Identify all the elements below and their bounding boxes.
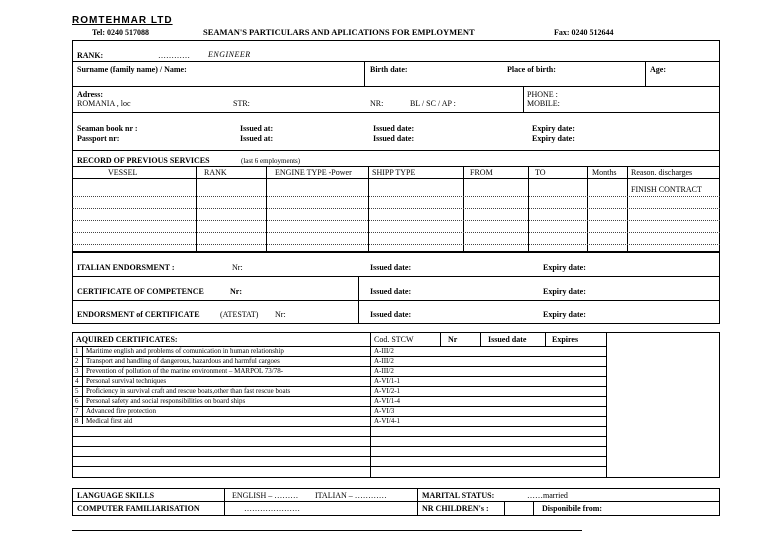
cert-cod: A-III/2 bbox=[374, 357, 394, 365]
cert-row-line bbox=[72, 436, 606, 437]
cert-num: 1 bbox=[75, 347, 79, 355]
rank-dots: ………… bbox=[158, 51, 190, 60]
cert-cod: A-VI/2-1 bbox=[374, 387, 401, 395]
rank-value[interactable]: ENGINEER bbox=[208, 50, 251, 59]
company-name: ROMTEHMAR LTD bbox=[72, 15, 173, 26]
italian-issued: Issued date: bbox=[370, 263, 412, 272]
language-label: LANGUAGE SKILLS bbox=[77, 491, 155, 500]
marital-label: MARITAL STATUS: bbox=[422, 491, 495, 500]
birth-date-label: Birth date: bbox=[370, 65, 408, 74]
cert-name: Proficiency in survival craft and rescue boats,other than fast rescue boats bbox=[86, 387, 291, 395]
coc-nr: Nr: bbox=[230, 287, 242, 296]
cert-num: 3 bbox=[75, 367, 79, 375]
cert-num: 5 bbox=[75, 387, 79, 395]
cert-name: Maritime english and problems of comunication in human relationship bbox=[86, 347, 284, 355]
cert-row-line bbox=[72, 446, 606, 447]
cert-row-line bbox=[72, 466, 606, 467]
cert-row-line bbox=[72, 456, 606, 457]
cert-cod: A-VI/1-1 bbox=[374, 377, 401, 385]
seaman-book-label: Seaman book nr : bbox=[77, 124, 138, 133]
coc-issued: Issued date: bbox=[370, 287, 412, 296]
cert-name: Personal safety and social responsibilities on board ships bbox=[86, 397, 246, 405]
cert-num: 6 bbox=[75, 397, 79, 405]
services-note: (last 6 employments) bbox=[241, 157, 301, 165]
cert-name: Personal survival techniques bbox=[86, 377, 167, 385]
telephone: Tel: 0240 517088 bbox=[92, 28, 150, 37]
cert-name: Transport and handling of dangerous, hazardous and harmful cargoes bbox=[86, 357, 280, 365]
cert-col-issued: Issued date bbox=[488, 335, 527, 344]
eoc-expiry: Expiry date: bbox=[543, 310, 586, 319]
address-label: Adress: bbox=[77, 90, 104, 99]
issued-at-1: Issued at: bbox=[240, 124, 274, 133]
surname-label: Surname (family name) / Name: bbox=[77, 65, 187, 74]
disponibile-label: Disponibile from: bbox=[542, 504, 603, 513]
cert-name: Advanced fire protection bbox=[86, 407, 156, 415]
rank-label: RANK: bbox=[77, 51, 104, 60]
cert-cod: A-VI/4-1 bbox=[374, 417, 401, 425]
marital-value[interactable]: ……married bbox=[527, 491, 568, 500]
cert-name: Prevention of pollution of the marine environment – MARPOL 73/78- bbox=[86, 367, 284, 375]
fax: Fax: 0240 512644 bbox=[554, 28, 614, 37]
address-bl: BL / SC / AP : bbox=[410, 99, 456, 108]
birth-place-label: Place of birth: bbox=[507, 65, 556, 74]
expiry-date-2: Expiry date: bbox=[532, 134, 575, 143]
cert-row-line bbox=[72, 416, 606, 417]
children-label: NR CHILDREN's : bbox=[422, 504, 489, 513]
certificates-title: AQUIRED CERTIFICATES: bbox=[76, 335, 178, 344]
cert-cod: A-III/2 bbox=[374, 367, 394, 375]
cert-cod: A-VI/3 bbox=[374, 407, 395, 415]
services-title: RECORD OF PREVIOUS SERVICES bbox=[77, 156, 210, 165]
expiry-date-1: Expiry date: bbox=[532, 124, 575, 133]
issued-at-2: Issued at: bbox=[240, 134, 274, 143]
col-rank: RANK bbox=[204, 168, 227, 177]
address-city: ROMANIA , loc bbox=[77, 99, 131, 108]
address-nr: NR: bbox=[370, 99, 384, 108]
cert-cod: A-VI/1-4 bbox=[374, 397, 401, 405]
eoc-issued: Issued date: bbox=[370, 310, 412, 319]
cert-row-line bbox=[72, 426, 606, 427]
eoc-label: ENDORSMENT of CERTIFICATE bbox=[77, 310, 200, 319]
coc-label: CERTIFICATE OF COMPETENCE bbox=[77, 287, 204, 296]
cert-name: Medical first aid bbox=[86, 417, 133, 425]
col-engine: ENGINE TYPE -Power bbox=[275, 168, 352, 177]
cert-num: 8 bbox=[75, 417, 79, 425]
italian-level: ITALIAN – ………… bbox=[315, 491, 387, 500]
passport-label: Passport nr: bbox=[77, 134, 120, 143]
cert-num: 4 bbox=[75, 377, 79, 385]
eoc-label-2: (ATESTAT) bbox=[220, 310, 259, 319]
col-months: Months bbox=[592, 168, 617, 177]
address-street: STR: bbox=[233, 99, 250, 108]
cert-cod: A-III/2 bbox=[374, 347, 394, 355]
cert-num: 7 bbox=[75, 407, 79, 415]
computer-dots: ………………… bbox=[244, 504, 300, 513]
cert-col-expires: Expires bbox=[552, 335, 579, 344]
english-level: ENGLISH – ……… bbox=[232, 491, 299, 500]
col-vessel: VESSEL bbox=[108, 168, 138, 177]
mobile-label: MOBILE: bbox=[527, 99, 560, 108]
computer-label: COMPUTER FAMILIARISATION bbox=[77, 504, 200, 513]
col-reason: Reason. discharges bbox=[631, 168, 693, 177]
cert-col-nr: Nr bbox=[448, 335, 458, 344]
age-label: Age: bbox=[650, 65, 666, 74]
col-to: TO bbox=[535, 168, 546, 177]
issued-date-2: Issued date: bbox=[373, 134, 415, 143]
italian-nr: Nr: bbox=[232, 263, 243, 272]
italian-expiry: Expiry date: bbox=[543, 263, 586, 272]
footer-line bbox=[72, 530, 582, 531]
form-title: SEAMAN'S PARTICULARS AND APLICATIONS FOR EMPLOYMENT bbox=[203, 27, 475, 37]
eoc-nr: Nr: bbox=[275, 310, 286, 319]
issued-date-1: Issued date: bbox=[373, 124, 415, 133]
italian-endorsement-label: ITALIAN ENDORSMENT : bbox=[77, 263, 175, 272]
cert-num: 2 bbox=[75, 357, 79, 365]
col-from: FROM bbox=[470, 168, 493, 177]
phone-label: PHONE : bbox=[527, 90, 558, 99]
reason-value[interactable]: FINISH CONTRACT bbox=[631, 185, 702, 194]
coc-expiry: Expiry date: bbox=[543, 287, 586, 296]
col-ship-type: SHIPP TYPE bbox=[372, 168, 416, 177]
cert-col-cod: Cod. STCW bbox=[374, 335, 414, 344]
